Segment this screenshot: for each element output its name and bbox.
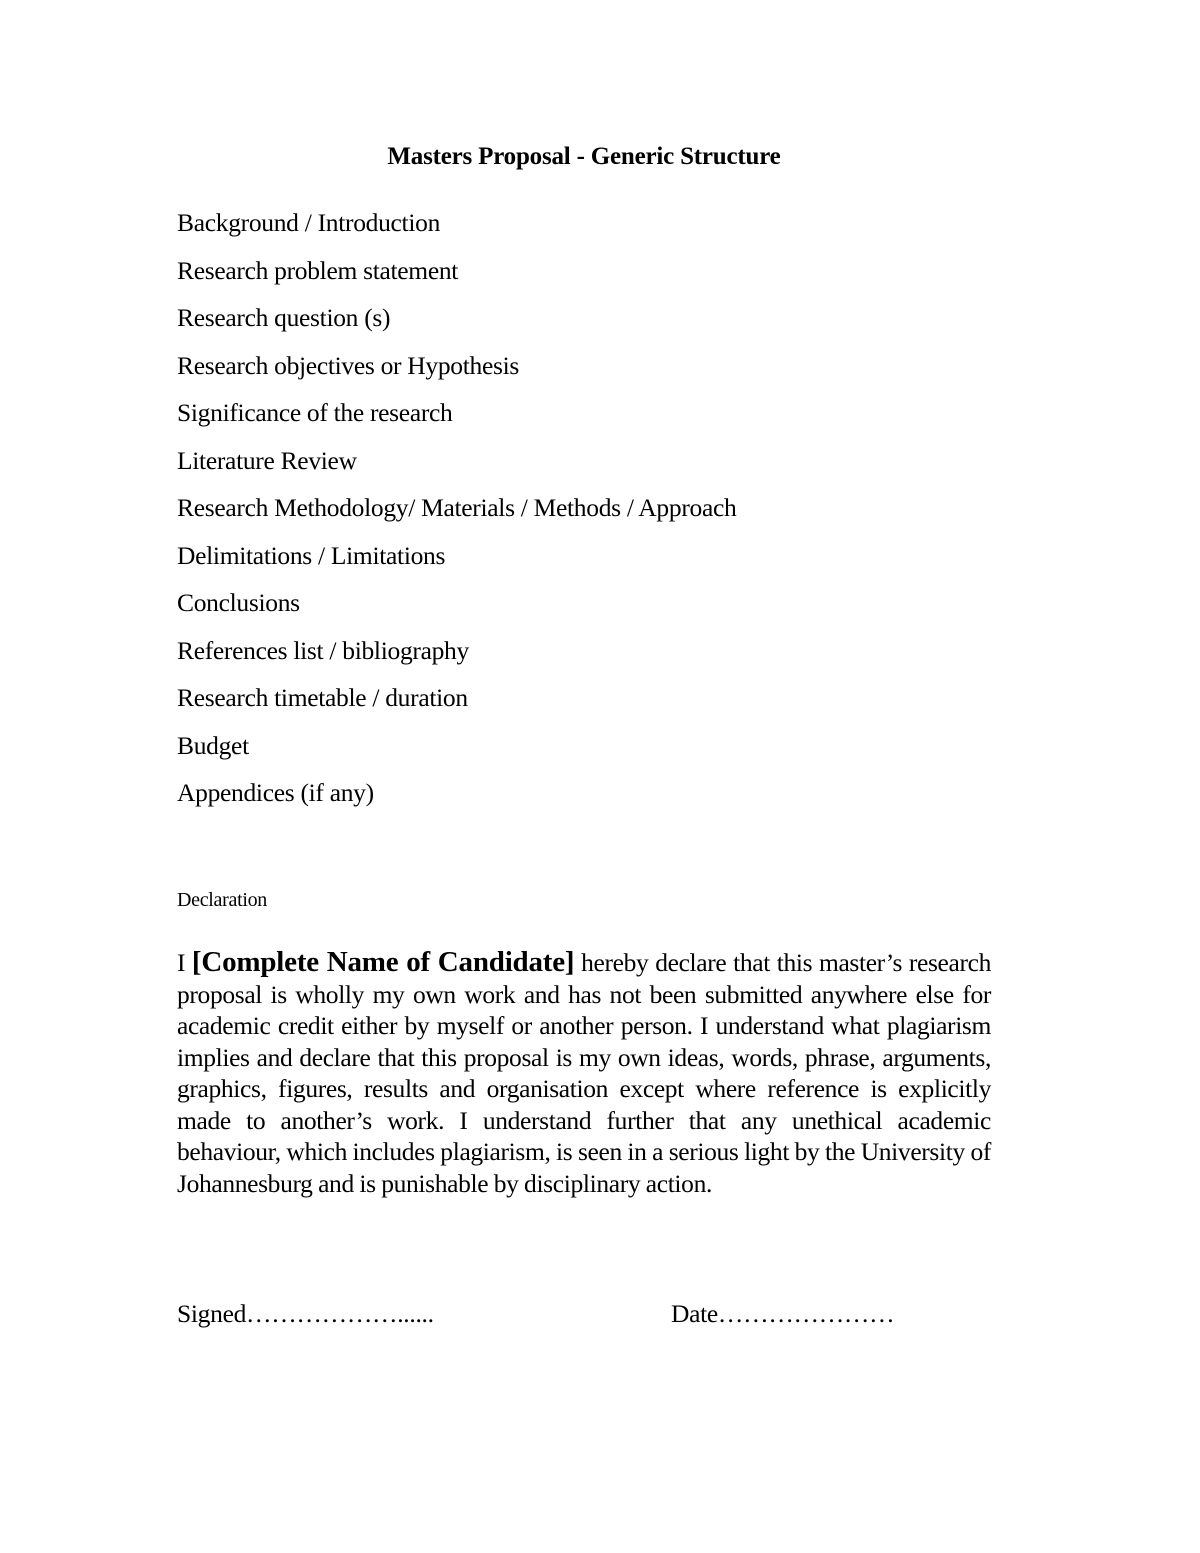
list-item: Significance of the research [177,398,453,427]
candidate-name-placeholder: [Complete Name of Candidate] [191,946,575,978]
declaration-text: hereby declare that this master’s research proposal is wholly my own work and has not been submitted anywhere else for academic credit either by myself or another person. I understand what plagiarism implies and declare that this proposal is my own ideas, words, phrase, arguments, graphics, figures, results and organisation except where reference is explicitly made to another’s work. I understand further that any unethical academic behaviour, which includes plagiarism, is seen in a serious light by the University of Johannesburg and is punishable by disciplinary action. [177,948,991,1198]
signature-line: Signed………………...... [177,1299,434,1328]
list-item: Research question (s) [177,303,391,332]
list-item: Background / Introduction [177,208,441,237]
page-title: Masters Proposal - Generic Structure [387,143,781,170]
declaration-prefix: I [177,948,192,977]
list-item: Delimitations / Limitations [177,540,446,570]
declaration-heading: Declaration [177,889,267,911]
list-item: Research timetable / duration [177,683,468,712]
list-item: Literature Review [177,445,357,475]
list-item: Research objectives or Hypothesis [177,350,520,380]
date-line: Date………………… [671,1299,895,1328]
list-item: Research Methodology/ Materials / Methods / Approach [177,493,737,522]
proposal-structure-list [177,205,736,823]
list-item: References list / bibliography [177,635,469,665]
list-item: Conclusions [177,588,300,617]
declaration-paragraph [177,947,991,1199]
list-item: Appendices (if any) [177,778,374,807]
list-item: Research problem statement [177,255,459,285]
list-item: Budget [177,730,249,760]
